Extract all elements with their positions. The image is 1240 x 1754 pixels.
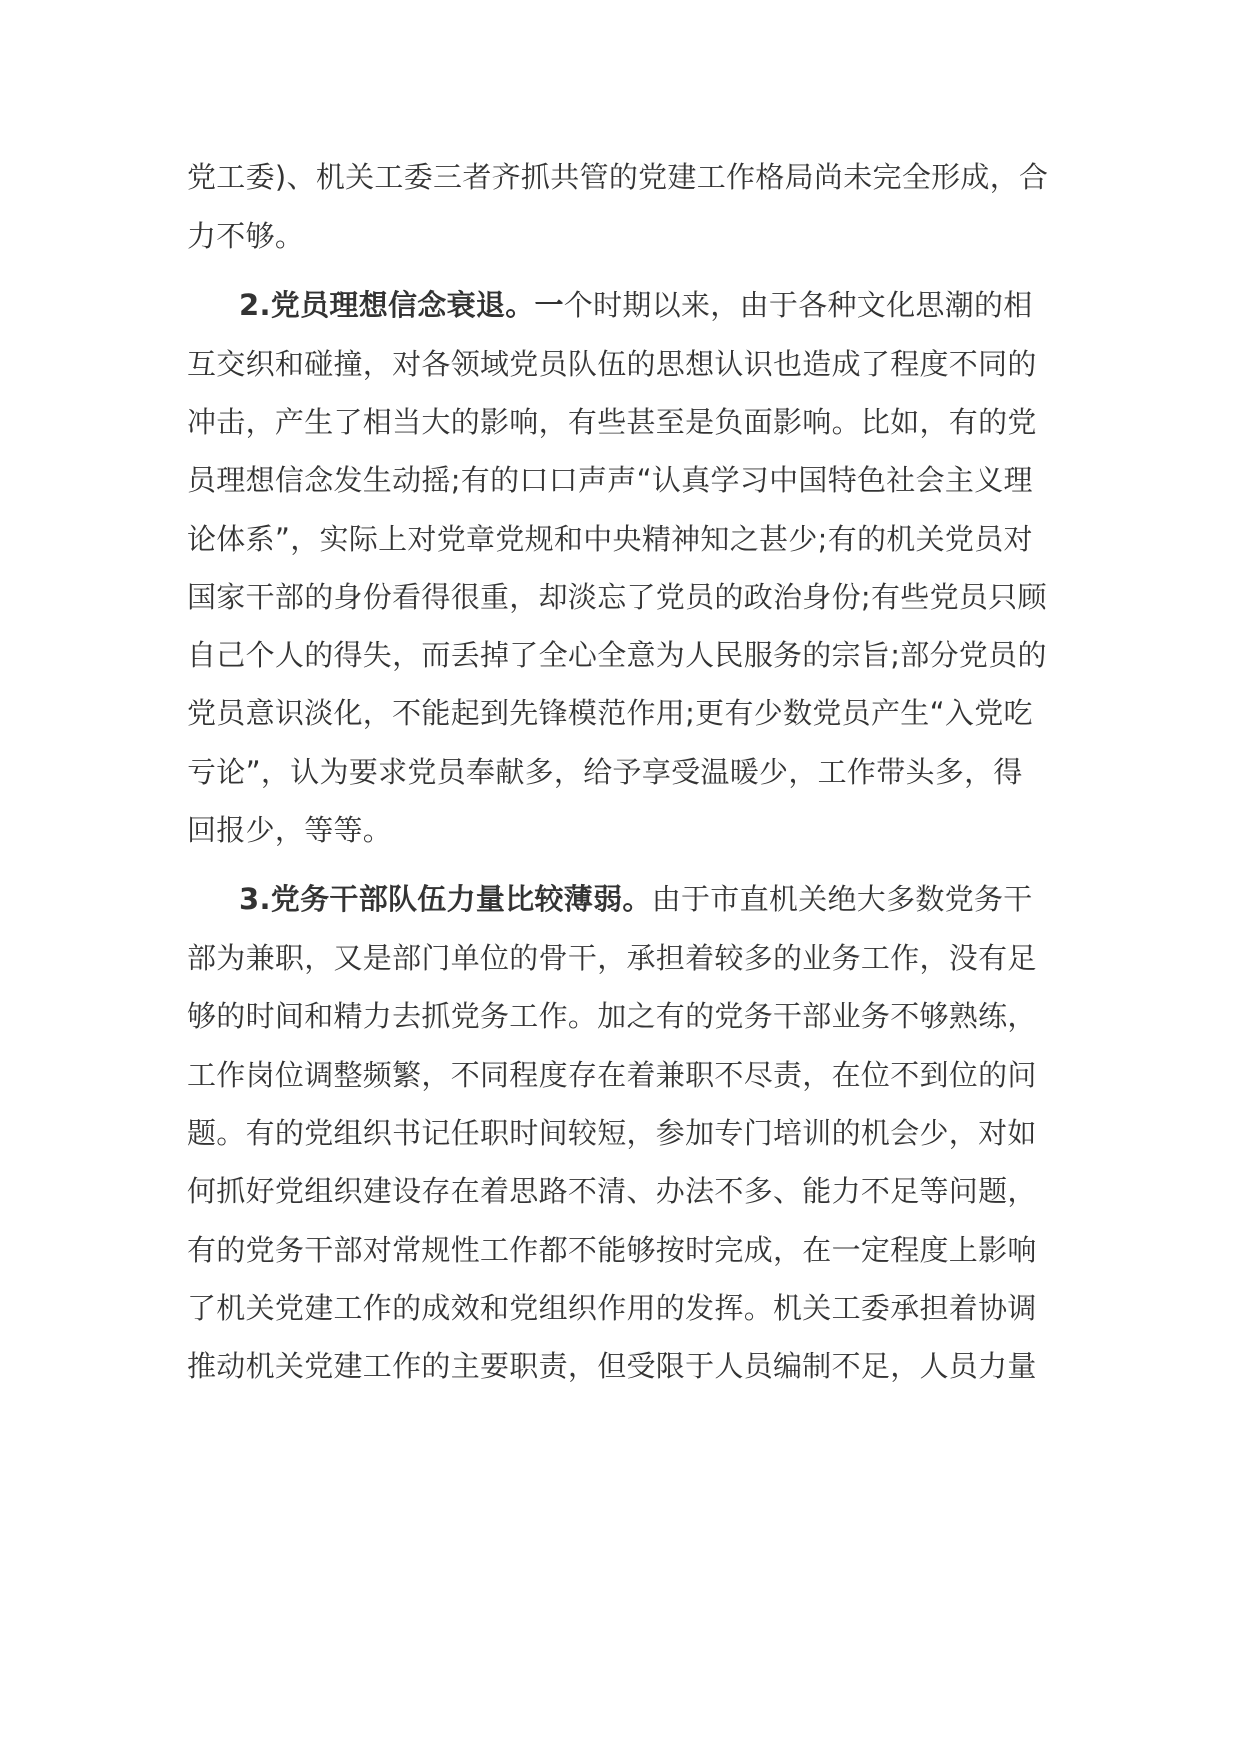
text-line: 员理想信念发生动摇;有的口口声声“认真学习中国特色社会主义理 [187, 463, 1033, 497]
text-line: 部为兼职，又是部门单位的骨干，承担着较多的业务工作，没有足 [187, 941, 1037, 975]
text-line: 论体系”，实际上对党章党规和中央精神知之甚少;有的机关党员对 [187, 522, 1033, 556]
text-run: 由于市直机关绝大多数党务干 [651, 882, 1033, 916]
text-line: 党员意识淡化，不能起到先锋模范作用;更有少数党员产生“入党吃 [187, 696, 1033, 730]
text-line: 亏论”，认为要求党员奉献多，给予享受温暖少，工作带头多，得 [187, 755, 1023, 789]
text-line: 题。有的党组织书记任职时间较短，参加专门培训的机会少，对如 [187, 1116, 1037, 1150]
text-line: 工作岗位调整频繁，不同程度存在着兼职不尽责，在位不到位的问 [187, 1058, 1037, 1092]
text-line: 了机关党建工作的成效和党组织作用的发挥。机关工委承担着协调 [187, 1291, 1037, 1325]
text-line: 回报少，等等。 [187, 813, 393, 847]
paragraph-heading-line [239, 866, 1057, 932]
text-line: 国家干部的身份看得很重，却淡忘了党员的政治身份;有些党员只顾 [187, 580, 1047, 614]
text-line: 够的时间和精力去抓党务工作。加之有的党务干部业务不够熟练， [187, 999, 1037, 1033]
text-line: 有的党务干部对常规性工作都不能够按时完成，在一定程度上影响 [187, 1233, 1037, 1267]
text-line: 冲击，产生了相当大的影响，有些甚至是负面影响。比如，有的党 [187, 405, 1037, 439]
text-line: 党工委)、机关工委三者齐抓共管的党建工作格局尚未完全形成，合 [187, 160, 1049, 194]
paragraph-heading-line [239, 272, 1057, 338]
text-line: 自己个人的得失，而丢掉了全心全意为人民服务的宗旨;部分党员的 [187, 638, 1047, 672]
text-line: 推动机关党建工作的主要职责，但受限于人员编制不足，人员力量 [187, 1349, 1037, 1383]
paragraph-heading: 2.党员理想信念衰退。一 [239, 288, 564, 322]
text-line: 互交织和碰撞，对各领域党员队伍的思想认识也造成了程度不同的 [187, 347, 1037, 381]
paragraph-heading: 3.党务干部队伍力量比较薄弱。 [239, 882, 652, 916]
text-line: 何抓好党组织建设存在着思路不清、办法不多、能力不足等问题， [187, 1174, 1037, 1208]
text-line: 力不够。 [187, 219, 305, 253]
text-run: 个时期以来，由于各种文化思潮的相 [563, 288, 1033, 322]
